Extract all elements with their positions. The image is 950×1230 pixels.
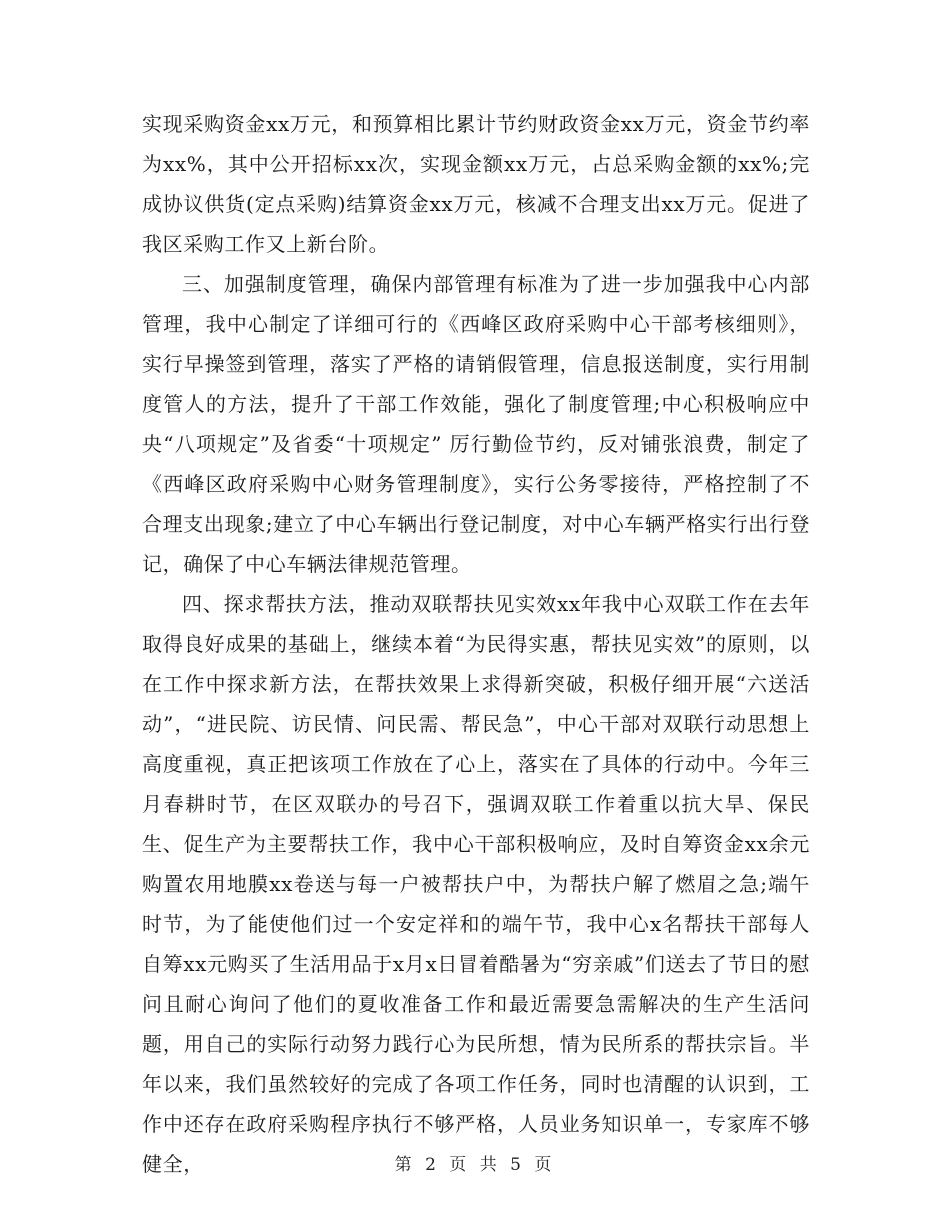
paragraph-procurement-funds: 实现采购资金xx万元，和预算相比累计节约财政资金xx万元，资金节约率为xx%，其中公开招标xx次，实现金额xx万元，占总采购金额的xx%;完成协议供货(定点采购)结算资金xx万元，核减不合理支出xx万元。促进了我区采购工作又上新台阶。 bbox=[142, 112, 810, 256]
document-body bbox=[142, 104, 810, 1184]
paragraph-assistance-methods: 四、探求帮扶方法，推动双联帮扶见实效xx年我中心双联工作在去年取得良好成果的基础上，继续本着“为民得实惠，帮扶见实效”的原则，以在工作中探求新方法，在帮扶效果上求得新突破，积极仔细开展“六送活动”，“进民院、访民情、问民需、帮民急”，中心干部对双联行动思想上高度重视，真正把该项工作放在了心上，落实在了具体的行动中。今年三月春耕时节，在区双联办的号召下，强调双联工作着重以抗大旱、保民生、促生产为主要帮扶工作，我中心干部积极响应，及时自筹资金xx余元购置农用地膜xx卷送与每一户被帮扶户中，为帮扶户解了燃眉之急;端午时节，为了能使他们过一个安定祥和的端午节，我中心x名帮扶干部每人自筹xx元购买了生活用品于x月x日冒着酷暑为“穷亲戚”们送去了节日的慰问且耐心询问了他们的夏收准备工作和最近需要急需解决的生产生活问题，用自己的实际行动努力践行心为民所想，情为民所系的帮扶宗旨。半年以来，我们虽然较好的完成了各项工作任务，同时也清醒的认识到，工作中还存在政府采购程序执行不够严格，人员业务知识单一，专家库不够健全， bbox=[142, 592, 810, 1176]
page-number-footer: 第 2 页 共 5 页 bbox=[394, 1155, 556, 1175]
paragraph-system-management: 三、加强制度管理，确保内部管理有标准为了进一步加强我中心内部管理，我中心制定了详细可行的《西峰区政府采购中心干部考核细则》，实行早操签到管理，落实了严格的请销假管理，信息报送制度，实行用制度管人的方法，提升了干部工作效能，强化了制度管理;中心积极响应中央“八项规定”及省委“十项规定” 厉行勤俭节约，反对铺张浪费，制定了《西峰区政府采购中心财务管理制度》，实行公务零接待，严格控制了不合理支出现象;建立了中心车辆出行登记制度，对中心车辆严格实行出行登记，确保了中心车辆法律规范管理。 bbox=[142, 272, 810, 576]
